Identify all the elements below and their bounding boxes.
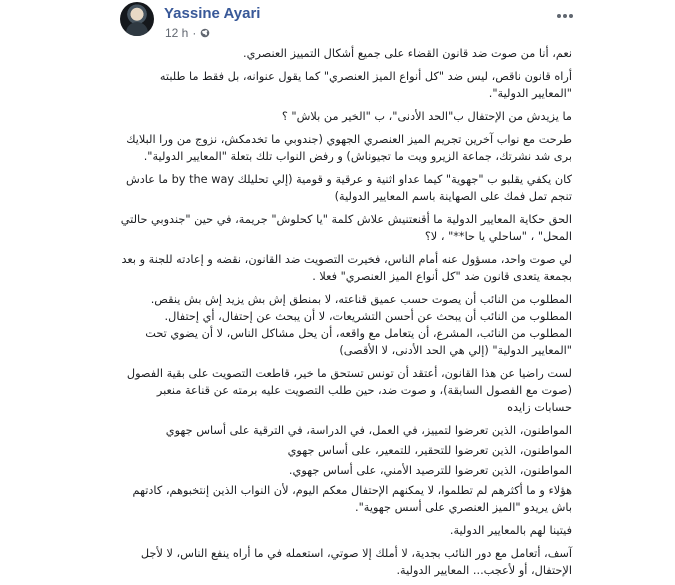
post-paragraph: المواطنون، الذين تعرضوا لتمييز، في العمل، في الدراسة، في الترقية على أساس جهوي <box>165 424 572 437</box>
more-icon-dot <box>563 14 567 18</box>
meta-separator: · <box>192 26 197 40</box>
author-avatar[interactable] <box>120 2 154 36</box>
post-paragraph: كان يكفي يقلبو ب "جهوية" كيما عداو اثنية و عرقية و قومية (إلي تحليلك by the way ما عادش تنجم تمل فمك على الصهاينة باسم المعايير الدولية) <box>125 173 572 203</box>
post-paragraph: ما يزيدش من الإحتفال ب"الحد الأدنى"، ب "الخير من بلاش" ؟ <box>281 110 572 123</box>
globe-icon <box>200 28 210 38</box>
more-icon-dot <box>557 14 561 18</box>
post-paragraph: آسف، أتعامل مع دور النائب بجدية، لا أملك إلا صوتي، استعمله في ما أراه ينفع الناس، لا لأجل الإحتفال، أو لأعجب... المعايير الدولية. <box>140 547 572 577</box>
post-paragraph: الحق حكاية المعايير الدولية ما أقنعتنيش علاش كلمة "يا كحلوش" جريمة، في حين "جندوبي حالتي المحل" ، "ساحلي يا حا**" ، لا؟ <box>120 213 572 243</box>
post-paragraph: لست راضيا عن هذا القانون، أعتقد أن تونس تستحق ما خير، قاطعت التصويت على بقية الفصول (صوت مع الفصول السابقة)، و صوت ضد، حين طلب التصويت عليه برمته عن قناعة منعبر حسابات زايده <box>126 367 572 414</box>
post-paragraph: طرحت مع نواب آخرين تجريم الميز العنصري الجهوي (جندوبي ما تخدمكش، نزوج من ورا البلايك برى شد نشرتك، جماعة الزيرو ويت ما تجيوناش) و رفض النواب تلك بتعلة "المعايير الدولية". <box>126 133 572 163</box>
author-name-link[interactable]: Yassine Ayari <box>164 5 261 22</box>
post-text <box>117 45 572 585</box>
more-icon-dot <box>569 14 573 18</box>
post-meta <box>165 27 210 39</box>
post-paragraph: لي صوت واحد، مسؤول عنه أمام الناس، فخيرت التصويت ضد القانون، نقضه و إعادته للجنة و بعد بجمعة يتعدى قانون ضد "كل أنواع الميز العنصري" فعلا . <box>121 253 572 283</box>
avatar-shoulders <box>126 22 148 36</box>
post-header <box>120 0 575 46</box>
post-time-link[interactable]: 12 h <box>165 26 189 40</box>
more-icon[interactable] <box>556 12 574 20</box>
post-paragraph: نعم، أنا من صوت ضد قانون القضاء على جميع أشكال التمييز العنصري. <box>243 47 572 60</box>
post-paragraph: المواطنون، الذين تعرضوا للتحقير، للتمعير، على أساس جهوي <box>287 444 572 457</box>
post-paragraph: هؤلاء و ما أكثرهم لم تطلموا، لا يمكنهم الإحتفال معكم اليوم، لأن النواب الذين إنتخبوهم، كادتهم باش يريدو "الميز العنصري على أسس جهوية". <box>132 484 572 514</box>
post-paragraph: أراه قانون ناقص، ليس ضد "كل أنواع الميز العنصري" كما يقول عنوانه، بل فقط ما طلبته "المعايير الدولية". <box>159 70 572 100</box>
post-paragraph: فيتينا لهم بالمعايير الدولية. <box>449 524 572 537</box>
post-paragraph: المطلوب من النائب أن يصوت حسب عميق قناعته، لا بمنطق إش بش يزيد إش بش ينقص. المطلوب من النائب أن يبحث عن أحسن التشريعات، لا أن يبحث عن إحتفال، أي إحتفال. المطلوب من النائب، المشرع، أن يتعامل مع واقعه، أن يحل مشاكل الناس، لا أن يضوي تحت "المعايير الدولية" (إلي هي الحد الأدنى، لا الأقصى) <box>145 293 572 357</box>
post-paragraph: المواطنون، الذين تعرضوا للترصيد الأمني، على أساس جهوي. <box>288 464 572 477</box>
